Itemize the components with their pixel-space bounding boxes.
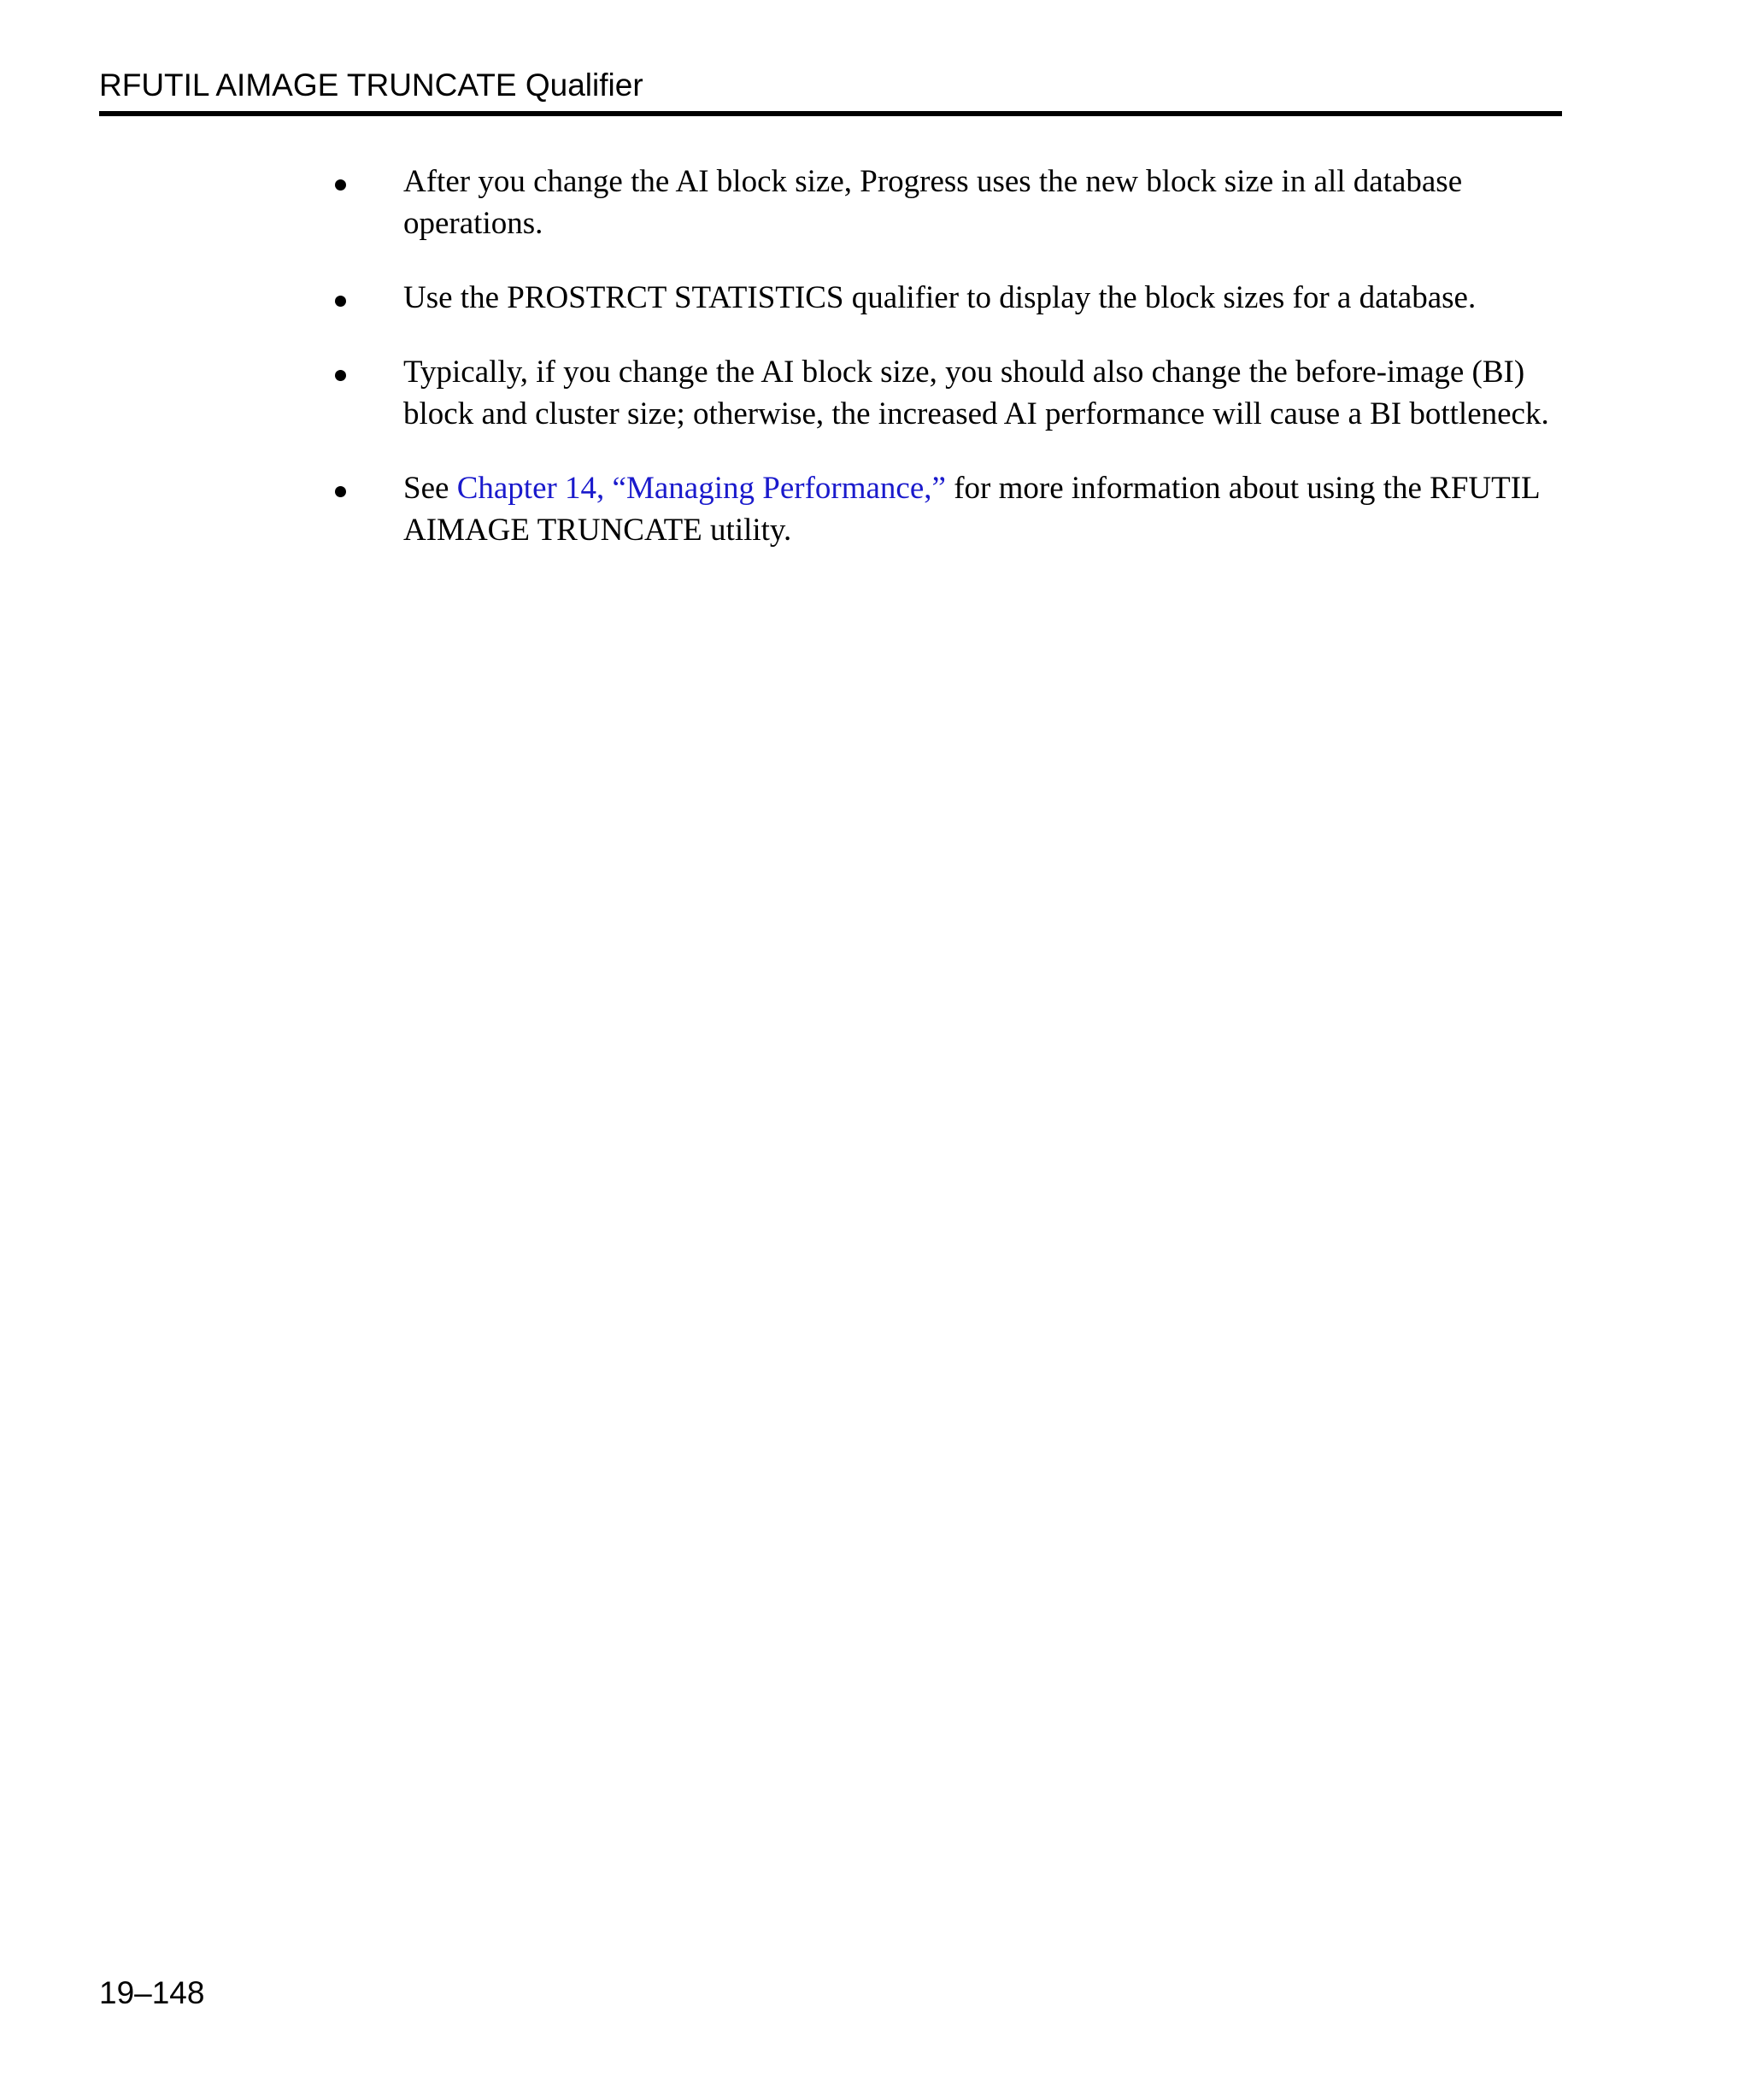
list-item — [326, 467, 1583, 551]
list-item — [326, 277, 1583, 319]
bullet-text: After you change the AI block size, Progress uses the new block size in all database operations. — [403, 164, 1463, 241]
page-number: 19–148 — [99, 1975, 205, 2010]
header-rule — [99, 111, 1562, 116]
bullet-text-prefix: See — [403, 471, 457, 506]
list-item — [326, 161, 1583, 244]
bullet-icon — [335, 370, 346, 381]
bullet-text-suffix: for more information about using the RFUTIL AIMAGE TRUNCATE utility. — [403, 471, 1540, 548]
page-header — [99, 65, 1562, 116]
list-item — [326, 351, 1583, 435]
bullet-icon — [335, 179, 346, 191]
running-header-title: RFUTIL AIMAGE TRUNCATE Qualifier — [99, 67, 643, 103]
bullet-icon — [335, 486, 346, 497]
bullet-text: Typically, if you change the AI block size, you should also change the before-image (BI) block and cluster size; otherwise, the increased AI performance will cause a BI bottleneck. — [403, 355, 1549, 431]
chapter-14-link[interactable]: Chapter 14, “Managing Performance,” — [456, 471, 946, 506]
bullet-text: Use the PROSTRCT STATISTICS qualifier to display the block sizes for a database. — [403, 280, 1477, 315]
bullet-icon — [335, 296, 346, 307]
bullet-list — [326, 161, 1583, 584]
